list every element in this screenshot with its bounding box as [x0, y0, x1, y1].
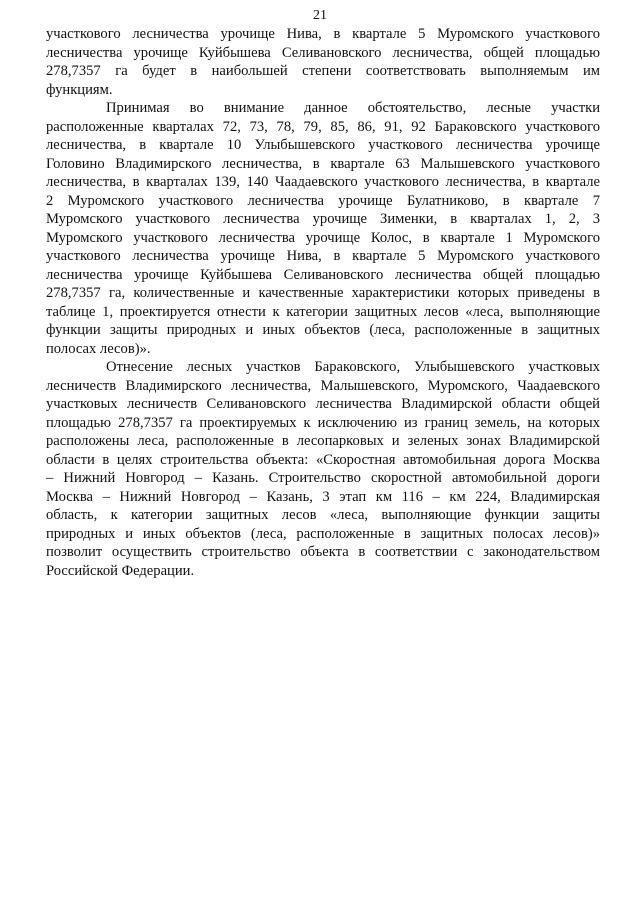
text-line: участкового лесничества урочище Нива, в квартале 5 Муромского участкового: [46, 248, 600, 264]
text-line: участкового лесничества урочище Нива, в квартале 5 Муромского участкового: [46, 26, 600, 42]
text-line: Муромского участкового лесничества урочище Колос, в квартале 1 Муромского: [46, 229, 600, 246]
paragraph: [46, 99, 600, 358]
text-line: Муромского участкового лесничества урочище Зименки, в кварталах 1, 2, 3: [46, 211, 600, 227]
text-line: лесничества урочище Куйбышева Селивановского лесничества общей площадью: [46, 266, 600, 283]
paragraph: [46, 25, 600, 99]
text-line: область, к категории защитных лесов «леса, выполняющие функции защиты: [46, 507, 600, 523]
document-body: [46, 25, 600, 580]
text-line: области в целях строительства объекта: «Скоростная автомобильная дорога Москва: [46, 451, 600, 468]
text-line: расположены леса, расположенные в лесопарковых и зеленых зонах Владимирской: [46, 433, 600, 449]
text-line: лесничества, в квартале 10 Улыбышевского участкового лесничества урочище: [46, 137, 600, 153]
text-line: 2 Муромского участкового лесничества урочище Булатниково, в квартале 7: [46, 192, 600, 209]
text-line: лесничеств Владимирского лесничества, Малышевского, Муромского, Чаадаевского: [46, 377, 600, 394]
text-line: 278,7357 га, количественные и качественные характеристики которых приведены в: [46, 285, 600, 301]
text-line: полосах лесов)».: [46, 340, 151, 357]
text-line: функциям.: [46, 81, 113, 98]
text-line: Головино Владимирского лесничества, в квартале 63 Малышевского участкового: [46, 155, 600, 172]
text-line: площадью 278,7357 га проектируемых к исключению из границ земель, на которых: [46, 414, 600, 431]
text-line: Российской Федерации.: [46, 562, 195, 579]
text-line: природных и иных объектов (леса, расположенные в защитных полосах лесов)»: [46, 525, 600, 542]
text-line: – Нижний Новгород – Казань. Строительство скоростной автомобильной дороги: [46, 470, 600, 486]
text-line: участковых лесничеств Селивановского лесничества Владимирской области общей: [46, 396, 600, 412]
text-line: позволит осуществить строительство объекта в соответствии с законодательством: [46, 544, 600, 560]
text-line: лесничества урочище Куйбышева Селивановского лесничества, общей площадью: [46, 44, 600, 61]
text-line: таблице 1, проектируется отнести к категории защитных лесов «леса, выполняющие: [46, 303, 600, 320]
text-line: расположенные кварталах 72, 73, 78, 79, 85, 86, 91, 92 Бараковского участкового: [46, 118, 600, 135]
text-line: лесничества, в кварталах 139, 140 Чаадаевского участкового лесничества, в квартале: [46, 174, 600, 190]
text-line: функции защиты природных и иных объектов (леса, расположенные в защитных: [46, 322, 600, 338]
text-line: Принимая во внимание данное обстоятельство, лесные участки: [106, 100, 600, 116]
paragraph: [46, 358, 600, 580]
text-line: Москва – Нижний Новгород – Казань, 3 этап км 116 – км 224, Владимирская: [46, 488, 600, 505]
page-number: 21: [313, 8, 327, 23]
text-line: 278,7357 га будет в наибольшей степени соответствовать выполняемым им: [46, 63, 600, 79]
text-line: Отнесение лесных участков Бараковского, Улыбышевского участковых: [106, 359, 600, 375]
